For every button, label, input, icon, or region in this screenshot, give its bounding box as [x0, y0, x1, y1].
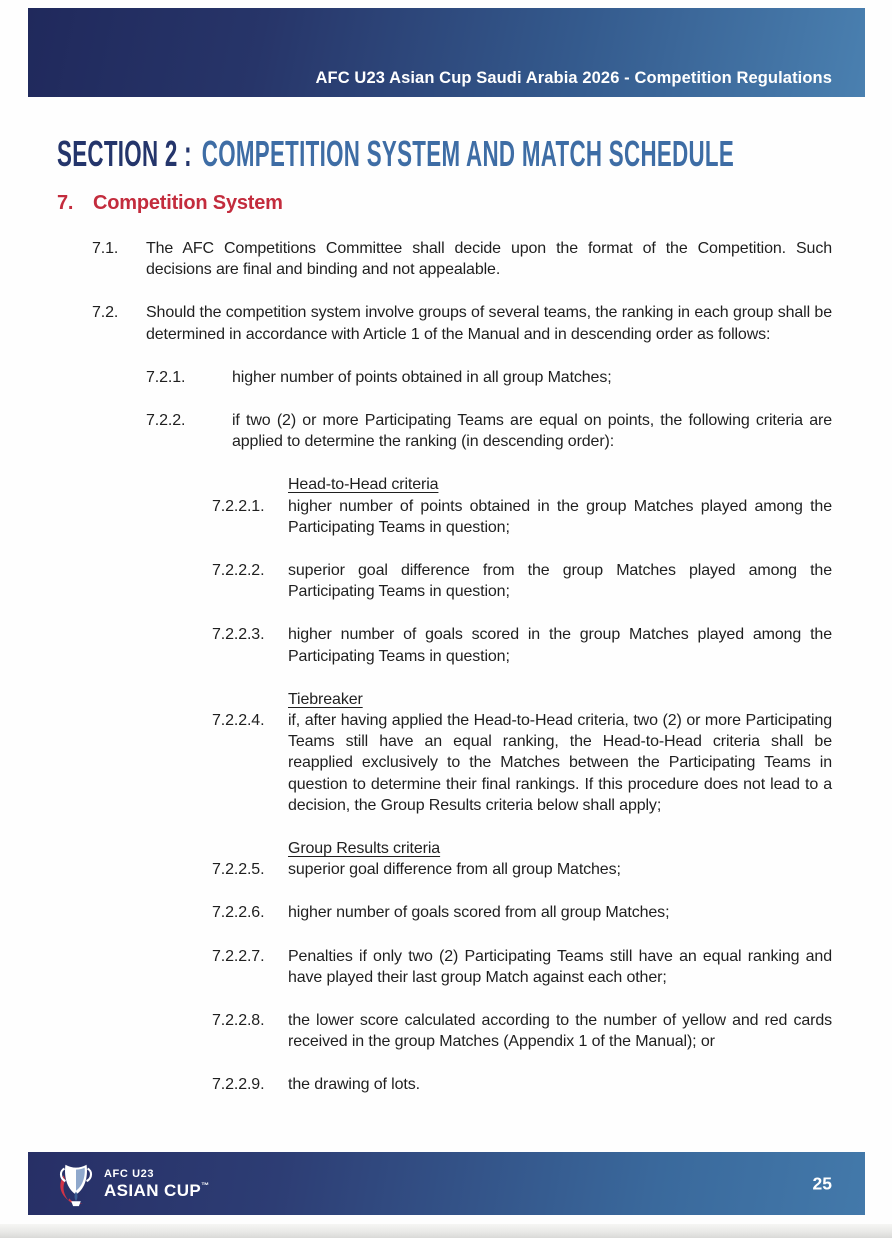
clause-number: 7.2.1.	[146, 368, 186, 386]
clause-number: 7.2.2.8.	[212, 1012, 265, 1030]
trophy-icon	[56, 1160, 96, 1208]
clause-7-2-2-9	[212, 1074, 892, 1095]
clause-7-2	[92, 302, 892, 344]
clause-number: 7.2.2.4.	[212, 712, 265, 730]
clause-text: Penalties if only two (2) Participating Teams still have an equal ranking and have played their last group Match against each other;	[288, 947, 832, 986]
clause-text: higher number of points obtained in the group Matches played among the Participating Teams in question;	[288, 497, 832, 536]
clause-text: higher number of points obtained in all group Matches;	[232, 368, 612, 386]
footer-band	[28, 1152, 865, 1215]
clause-7-2-1	[146, 367, 892, 388]
clause-number: 7.2.2.1.	[212, 497, 265, 515]
clause-7-2-2-7	[212, 946, 892, 988]
clause-text: higher number of goals scored in the group Matches played among the Participating Teams in question;	[288, 626, 832, 665]
clause-7-2-2-1	[212, 496, 892, 538]
clause-7-2-2-5	[212, 859, 892, 880]
head-to-head-criteria-header: Head-to-Head criteria	[288, 476, 439, 494]
clause-number: 7.2.2.6.	[212, 904, 265, 922]
clause-text: Should the competition system involve groups of several teams, the ranking in each group shall be determined in accordance with Article 1 of the Manual and in descending order as follows:	[146, 304, 832, 343]
section-label: SECTION 2 :	[57, 133, 192, 174]
header-band	[28, 8, 865, 97]
clause-text: the drawing of lots.	[288, 1076, 420, 1094]
clause-list	[0, 238, 892, 1118]
clause-text: higher number of goals scored from all group Matches;	[288, 904, 670, 922]
page-bottom-edge	[0, 1224, 892, 1238]
clause-text: if two (2) or more Participating Teams are equal on points, the following criteria are applied to determine the ranking (in descending order):	[232, 412, 832, 451]
clause-number: 7.2.2.	[146, 412, 186, 430]
clause-number: 7.2.2.5.	[212, 861, 265, 879]
group-results-criteria-header: Group Results criteria	[288, 840, 441, 858]
clause-text: if, after having applied the Head-to-Head criteria, two (2) or more Participating Teams still have an equal ranking, the Head-to-Head criteria shall be reapplied exclusively to the Matches between the Participating Teams in question to determine their final rankings. If this procedure does not lead to a decision, the Group Results criteria below shall apply;	[288, 712, 832, 814]
section-title	[57, 133, 734, 175]
clause-7-2-2-3	[212, 624, 892, 666]
clause-7-2-2-8	[212, 1010, 892, 1052]
clause-7-2-2-2	[212, 560, 892, 602]
clause-text: the lower score calculated according to the number of yellow and red cards received in the group Matches (Appendix 1 of the Manual); or	[288, 1012, 832, 1051]
clause-7-2-2	[146, 410, 892, 452]
clause-text: superior goal difference from all group Matches;	[288, 861, 621, 879]
clause-7-2-2-6	[212, 902, 892, 923]
logo-text	[104, 1169, 210, 1199]
clause-text: The AFC Competitions Committee shall decide upon the format of the Competition. Such decisions are final and binding and not appealable.	[146, 240, 832, 279]
clause-text: superior goal difference from the group Matches played among the Participating Teams in question;	[288, 562, 832, 601]
clause-number: 7.2.2.9.	[212, 1076, 265, 1094]
logo-line2: ASIAN CUP™	[104, 1180, 210, 1200]
clause-number: 7.2.2.2.	[212, 562, 265, 580]
clause-number: 7.2.2.7.	[212, 947, 265, 965]
page-number: 25	[812, 1173, 832, 1193]
clause-7-1	[92, 238, 892, 280]
tiebreaker-header: Tiebreaker	[288, 690, 363, 708]
clause-number: 7.1.	[92, 240, 119, 257]
trademark-symbol: ™	[201, 1180, 210, 1190]
header-title: AFC U23 Asian Cup Saudi Arabia 2026 - Competition Regulations	[315, 69, 832, 87]
clause-number: 7.2.2.3.	[212, 626, 265, 644]
article-heading	[57, 192, 283, 215]
clause-number: 7.2.	[92, 304, 119, 322]
article-title: Competition System	[93, 192, 283, 214]
article-number: 7.	[57, 192, 74, 214]
logo-line1: AFC U23	[104, 1167, 155, 1180]
section-title-text: COMPETITION SYSTEM AND MATCH SCHEDULE	[201, 133, 735, 174]
clause-7-2-2-4	[212, 710, 892, 816]
afc-u23-asian-cup-logo	[56, 1160, 210, 1208]
